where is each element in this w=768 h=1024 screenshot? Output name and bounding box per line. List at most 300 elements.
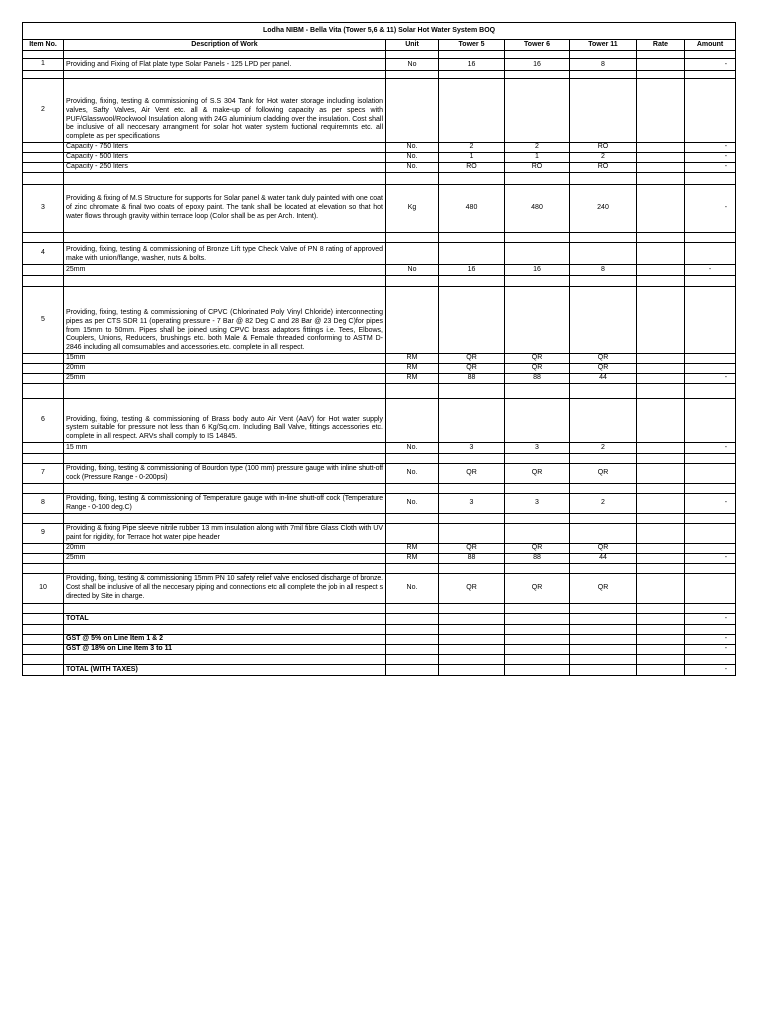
cell-item-no[interactable]: 1 — [23, 59, 64, 71]
cell-tower-11[interactable] — [570, 454, 637, 464]
cell-unit[interactable]: No — [386, 59, 439, 71]
cell-item-no[interactable] — [23, 655, 64, 665]
cell-unit[interactable] — [386, 384, 439, 399]
cell-tower-6[interactable] — [505, 276, 570, 287]
cell-unit[interactable] — [386, 233, 439, 243]
cell-unit[interactable] — [386, 399, 439, 443]
cell-tower-11[interactable]: QR — [570, 364, 637, 374]
cell-tower-11[interactable]: 8 — [570, 265, 637, 276]
cell-tower-5[interactable]: 3 — [439, 494, 505, 514]
cell-item-no[interactable] — [23, 454, 64, 464]
cell-rate[interactable] — [637, 143, 685, 153]
header-tower-6[interactable]: Tower 6 — [505, 40, 570, 51]
cell-unit[interactable]: RM — [386, 374, 439, 384]
cell-tower-11[interactable] — [570, 625, 637, 635]
cell-tower-11[interactable]: 2 — [570, 494, 637, 514]
cell-rate[interactable] — [637, 484, 685, 494]
cell-item-no[interactable]: 10 — [23, 574, 64, 604]
cell-amount[interactable] — [685, 464, 736, 484]
cell-description[interactable]: Providing & fixing of M.S Structure for supports for Solar panel & water tank duly painted with one coat of zinc chromate & final two coats of epoxy paint. The tank shall be located at elevation so that hot water flows through gravity within terrace loop (Color shall be as per Arch. Intent). — [64, 185, 386, 233]
cell-amount[interactable] — [685, 399, 736, 443]
cell-tower-5[interactable] — [439, 514, 505, 524]
cell-amount[interactable]: - — [685, 665, 736, 676]
cell-tower-6[interactable]: RO — [505, 163, 570, 173]
cell-unit[interactable] — [386, 79, 439, 143]
header-tower-5[interactable]: Tower 5 — [439, 40, 505, 51]
cell-unit[interactable] — [386, 287, 439, 354]
cell-tower-6[interactable] — [505, 564, 570, 574]
cell-item-no[interactable] — [23, 484, 64, 494]
cell-item-no[interactable]: 6 — [23, 399, 64, 443]
cell-amount[interactable]: - — [685, 554, 736, 564]
cell-tower-11[interactable] — [570, 71, 637, 79]
cell-tower-6[interactable]: 1 — [505, 153, 570, 163]
cell-tower-6[interactable] — [505, 614, 570, 625]
cell-tower-11[interactable] — [570, 524, 637, 544]
cell-item-no[interactable] — [23, 173, 64, 185]
cell-description[interactable]: Providing, fixing, testing & commissioning of CPVC (Chlorinated Poly Vinyl Chloride) interconnecting pipes as per CTS SDR 11 (operating pressure - 7 Bar @ 82 Deg C and 28 Bar @ 23 Deg C)for pipes from 15mm to 50mm. Pipes shall be joined using CPVC brass adaptors fittings i.e. Tees, Elbows, Couplers, Unions, Reducers, brushings etc. both Male & Female threaded conforming to ASTM D-2846 including all comsumables and accessories.etc. complete in all respect. — [64, 287, 386, 354]
cell-description[interactable]: TOTAL (WITH TAXES) — [64, 665, 386, 676]
cell-item-no[interactable]: 5 — [23, 287, 64, 354]
cell-tower-5[interactable] — [439, 287, 505, 354]
cell-unit[interactable] — [386, 173, 439, 185]
cell-tower-5[interactable] — [439, 604, 505, 614]
cell-amount[interactable] — [685, 173, 736, 185]
cell-tower-5[interactable] — [439, 524, 505, 544]
cell-amount[interactable] — [685, 625, 736, 635]
cell-tower-5[interactable] — [439, 655, 505, 665]
cell-tower-5[interactable] — [439, 173, 505, 185]
cell-unit[interactable] — [386, 51, 439, 59]
cell-unit[interactable]: RM — [386, 544, 439, 554]
header-description[interactable]: Description of Work — [64, 40, 386, 51]
cell-amount[interactable] — [685, 79, 736, 143]
cell-tower-5[interactable] — [439, 625, 505, 635]
sheet-title[interactable]: Lodha NIBM - Bella Vita (Tower 5,6 & 11) Solar Hot Water System BOQ — [23, 23, 736, 40]
cell-tower-5[interactable] — [439, 233, 505, 243]
cell-amount[interactable] — [685, 384, 736, 399]
cell-rate[interactable] — [637, 614, 685, 625]
cell-unit[interactable]: RM — [386, 364, 439, 374]
cell-rate[interactable] — [637, 153, 685, 163]
cell-tower-6[interactable] — [505, 399, 570, 443]
cell-rate[interactable] — [637, 604, 685, 614]
header-rate[interactable]: Rate — [637, 40, 685, 51]
cell-description[interactable]: Providing, fixing, testing & commissioning of Temperature gauge with in-line shutt-off cock (Temperature Range - 0-100 deg.C) — [64, 494, 386, 514]
cell-description[interactable]: 25mm — [64, 374, 386, 384]
cell-amount[interactable]: - — [685, 494, 736, 514]
cell-tower-11[interactable] — [570, 564, 637, 574]
cell-tower-5[interactable]: QR — [439, 364, 505, 374]
cell-amount[interactable] — [685, 655, 736, 665]
cell-tower-6[interactable] — [505, 51, 570, 59]
cell-tower-6[interactable] — [505, 625, 570, 635]
cell-tower-5[interactable] — [439, 384, 505, 399]
cell-amount[interactable] — [685, 524, 736, 544]
cell-tower-11[interactable]: 240 — [570, 185, 637, 233]
cell-tower-5[interactable] — [439, 484, 505, 494]
header-unit[interactable]: Unit — [386, 40, 439, 51]
cell-unit[interactable] — [386, 454, 439, 464]
cell-item-no[interactable] — [23, 614, 64, 625]
cell-description[interactable] — [64, 604, 386, 614]
cell-tower-5[interactable] — [439, 665, 505, 676]
cell-rate[interactable] — [637, 554, 685, 564]
cell-tower-6[interactable]: 2 — [505, 143, 570, 153]
cell-rate[interactable] — [637, 625, 685, 635]
cell-unit[interactable]: No — [386, 265, 439, 276]
cell-amount[interactable]: - — [685, 614, 736, 625]
cell-tower-6[interactable] — [505, 635, 570, 645]
cell-tower-5[interactable]: 480 — [439, 185, 505, 233]
cell-tower-11[interactable] — [570, 233, 637, 243]
cell-tower-5[interactable]: QR — [439, 354, 505, 364]
cell-tower-11[interactable] — [570, 51, 637, 59]
cell-tower-6[interactable]: QR — [505, 544, 570, 554]
cell-tower-6[interactable]: QR — [505, 354, 570, 364]
cell-rate[interactable] — [637, 665, 685, 676]
cell-tower-5[interactable]: QR — [439, 574, 505, 604]
cell-amount[interactable]: - — [685, 143, 736, 153]
cell-tower-6[interactable] — [505, 173, 570, 185]
cell-rate[interactable] — [637, 233, 685, 243]
cell-item-no[interactable] — [23, 443, 64, 454]
cell-unit[interactable] — [386, 645, 439, 655]
cell-rate[interactable] — [637, 564, 685, 574]
cell-unit[interactable] — [386, 484, 439, 494]
cell-unit[interactable]: No. — [386, 464, 439, 484]
cell-tower-11[interactable] — [570, 399, 637, 443]
cell-tower-5[interactable]: 88 — [439, 374, 505, 384]
cell-tower-11[interactable] — [570, 604, 637, 614]
cell-tower-5[interactable] — [439, 564, 505, 574]
cell-tower-11[interactable]: 2 — [570, 443, 637, 454]
cell-tower-6[interactable] — [505, 655, 570, 665]
cell-amount[interactable] — [685, 484, 736, 494]
cell-amount[interactable]: - — [685, 635, 736, 645]
cell-tower-11[interactable] — [570, 514, 637, 524]
cell-amount[interactable] — [685, 276, 736, 287]
cell-description[interactable]: 15mm — [64, 354, 386, 364]
cell-rate[interactable] — [637, 494, 685, 514]
cell-tower-5[interactable]: RO — [439, 163, 505, 173]
cell-item-no[interactable]: 4 — [23, 243, 64, 265]
cell-amount[interactable] — [685, 574, 736, 604]
cell-unit[interactable]: RM — [386, 354, 439, 364]
cell-unit[interactable]: No. — [386, 494, 439, 514]
cell-description[interactable]: 15 mm — [64, 443, 386, 454]
cell-item-no[interactable] — [23, 143, 64, 153]
cell-amount[interactable] — [685, 71, 736, 79]
cell-rate[interactable] — [637, 79, 685, 143]
cell-unit[interactable]: Kg — [386, 185, 439, 233]
cell-amount[interactable] — [685, 454, 736, 464]
cell-amount[interactable] — [685, 364, 736, 374]
cell-amount[interactable] — [685, 604, 736, 614]
cell-item-no[interactable]: 3 — [23, 185, 64, 233]
cell-tower-5[interactable] — [439, 51, 505, 59]
cell-rate[interactable] — [637, 384, 685, 399]
cell-item-no[interactable] — [23, 544, 64, 554]
cell-amount[interactable] — [685, 514, 736, 524]
cell-rate[interactable] — [637, 243, 685, 265]
cell-description[interactable] — [64, 51, 386, 59]
cell-amount[interactable] — [685, 233, 736, 243]
cell-item-no[interactable] — [23, 354, 64, 364]
cell-item-no[interactable] — [23, 265, 64, 276]
cell-description[interactable]: Providing, fixing, testing & commissioning of Bourdon type (100 mm) pressure gauge with inline shutt-off cock (Pressure Range - 0-200psi) — [64, 464, 386, 484]
cell-amount[interactable] — [685, 51, 736, 59]
cell-rate[interactable] — [637, 71, 685, 79]
cell-item-no[interactable]: 8 — [23, 494, 64, 514]
cell-amount[interactable] — [685, 544, 736, 554]
cell-rate[interactable] — [637, 454, 685, 464]
cell-tower-11[interactable]: 44 — [570, 554, 637, 564]
cell-item-no[interactable] — [23, 635, 64, 645]
cell-rate[interactable] — [637, 163, 685, 173]
cell-item-no[interactable] — [23, 374, 64, 384]
cell-tower-5[interactable]: QR — [439, 544, 505, 554]
cell-rate[interactable] — [637, 173, 685, 185]
cell-unit[interactable] — [386, 614, 439, 625]
cell-tower-6[interactable]: 16 — [505, 265, 570, 276]
cell-unit[interactable] — [386, 604, 439, 614]
cell-tower-11[interactable]: 44 — [570, 374, 637, 384]
cell-description[interactable]: Providing and Fixing of Flat plate type Solar Panels - 125 LPD per panel. — [64, 59, 386, 71]
cell-item-no[interactable] — [23, 514, 64, 524]
cell-rate[interactable] — [637, 399, 685, 443]
header-amount[interactable]: Amount — [685, 40, 736, 51]
cell-amount[interactable] — [685, 287, 736, 354]
cell-unit[interactable] — [386, 243, 439, 265]
cell-tower-6[interactable]: 480 — [505, 185, 570, 233]
cell-rate[interactable] — [637, 574, 685, 604]
cell-tower-6[interactable] — [505, 454, 570, 464]
cell-tower-11[interactable] — [570, 614, 637, 625]
cell-unit[interactable]: No. — [386, 574, 439, 604]
header-tower-11[interactable]: Tower 11 — [570, 40, 637, 51]
header-item-no[interactable]: Item No. — [23, 40, 64, 51]
cell-item-no[interactable] — [23, 71, 64, 79]
cell-tower-6[interactable] — [505, 71, 570, 79]
cell-item-no[interactable] — [23, 163, 64, 173]
cell-tower-6[interactable] — [505, 604, 570, 614]
cell-unit[interactable] — [386, 655, 439, 665]
cell-tower-11[interactable] — [570, 635, 637, 645]
cell-description[interactable]: 20mm — [64, 364, 386, 374]
cell-tower-5[interactable]: 88 — [439, 554, 505, 564]
cell-description[interactable]: TOTAL — [64, 614, 386, 625]
cell-unit[interactable]: RM — [386, 554, 439, 564]
cell-unit[interactable] — [386, 71, 439, 79]
cell-tower-5[interactable]: 16 — [439, 265, 505, 276]
cell-description[interactable]: Providing, fixing, testing & commissioning of Bronze Lift type Check Valve of PN 8 rating of approved make with union/flange, washer, nuts & bolts. — [64, 243, 386, 265]
cell-tower-5[interactable] — [439, 645, 505, 655]
cell-item-no[interactable] — [23, 564, 64, 574]
cell-tower-11[interactable] — [570, 384, 637, 399]
cell-tower-6[interactable] — [505, 645, 570, 655]
cell-rate[interactable] — [637, 185, 685, 233]
cell-item-no[interactable]: 7 — [23, 464, 64, 484]
cell-tower-6[interactable]: QR — [505, 364, 570, 374]
cell-unit[interactable]: No. — [386, 143, 439, 153]
cell-tower-11[interactable] — [570, 173, 637, 185]
cell-rate[interactable] — [637, 655, 685, 665]
cell-tower-6[interactable]: 3 — [505, 443, 570, 454]
cell-description[interactable]: Capacity - 750 liters — [64, 143, 386, 153]
cell-unit[interactable]: No. — [386, 163, 439, 173]
cell-description[interactable] — [64, 655, 386, 665]
cell-description[interactable]: Capacity - 500 liters — [64, 153, 386, 163]
cell-tower-6[interactable]: 88 — [505, 554, 570, 564]
cell-tower-6[interactable] — [505, 384, 570, 399]
cell-tower-5[interactable] — [439, 71, 505, 79]
cell-amount[interactable]: - — [685, 443, 736, 454]
cell-item-no[interactable] — [23, 51, 64, 59]
cell-tower-11[interactable] — [570, 79, 637, 143]
cell-item-no[interactable] — [23, 645, 64, 655]
cell-tower-6[interactable] — [505, 524, 570, 544]
cell-tower-5[interactable]: 2 — [439, 143, 505, 153]
cell-rate[interactable] — [637, 524, 685, 544]
cell-unit[interactable] — [386, 276, 439, 287]
cell-item-no[interactable] — [23, 276, 64, 287]
cell-tower-5[interactable] — [439, 79, 505, 143]
cell-rate[interactable] — [637, 364, 685, 374]
cell-item-no[interactable]: 2 — [23, 79, 64, 143]
cell-description[interactable]: Providing, fixing, testing & commissioning of Brass body auto Air Vent (AaV) for Hot water supply system suitable for pressure not less than 6 Kg/Sq.cm. Including Ball Valve, fittings accessories etc. complete in all respect. ARVs shall comply to IS 14845. — [64, 399, 386, 443]
cell-description[interactable]: Providing, fixing, testing & commissioning 15mm PN 10 safety relief valve enclosed discharge of bronze. Cost shall be inclusive of all the neccesary piping and connections etc all complete the job in all respect s directed by Site in charge. — [64, 574, 386, 604]
cell-rate[interactable] — [637, 374, 685, 384]
cell-description[interactable]: 20mm — [64, 544, 386, 554]
cell-rate[interactable] — [637, 645, 685, 655]
cell-tower-6[interactable] — [505, 484, 570, 494]
cell-description[interactable] — [64, 454, 386, 464]
cell-item-no[interactable] — [23, 554, 64, 564]
cell-tower-11[interactable]: RO — [570, 163, 637, 173]
cell-item-no[interactable] — [23, 625, 64, 635]
cell-tower-11[interactable]: QR — [570, 574, 637, 604]
cell-rate[interactable] — [637, 443, 685, 454]
cell-amount[interactable]: - — [685, 185, 736, 233]
cell-tower-11[interactable] — [570, 276, 637, 287]
cell-rate[interactable] — [637, 354, 685, 364]
cell-rate[interactable] — [637, 287, 685, 354]
cell-tower-11[interactable] — [570, 484, 637, 494]
cell-description[interactable] — [64, 384, 386, 399]
cell-tower-6[interactable] — [505, 233, 570, 243]
cell-description[interactable]: 25mm — [64, 554, 386, 564]
cell-rate[interactable] — [637, 265, 685, 276]
cell-tower-11[interactable]: 8 — [570, 59, 637, 71]
cell-rate[interactable] — [637, 514, 685, 524]
cell-tower-6[interactable]: 16 — [505, 59, 570, 71]
cell-tower-11[interactable] — [570, 665, 637, 676]
cell-tower-5[interactable]: 1 — [439, 153, 505, 163]
cell-amount[interactable]: - — [685, 374, 736, 384]
cell-description[interactable] — [64, 276, 386, 287]
cell-rate[interactable] — [637, 635, 685, 645]
cell-tower-5[interactable] — [439, 635, 505, 645]
cell-item-no[interactable] — [23, 364, 64, 374]
cell-tower-11[interactable] — [570, 243, 637, 265]
cell-description[interactable] — [64, 71, 386, 79]
cell-amount[interactable]: - — [685, 163, 736, 173]
cell-tower-5[interactable]: 3 — [439, 443, 505, 454]
cell-amount[interactable] — [685, 354, 736, 364]
cell-item-no[interactable] — [23, 153, 64, 163]
cell-description[interactable] — [64, 564, 386, 574]
cell-description[interactable]: GST @ 5% on Line Item 1 & 2 — [64, 635, 386, 645]
cell-tower-5[interactable]: 16 — [439, 59, 505, 71]
cell-tower-11[interactable] — [570, 655, 637, 665]
cell-unit[interactable] — [386, 635, 439, 645]
cell-tower-11[interactable]: QR — [570, 354, 637, 364]
cell-rate[interactable] — [637, 544, 685, 554]
cell-amount[interactable] — [685, 564, 736, 574]
cell-unit[interactable] — [386, 514, 439, 524]
cell-tower-5[interactable] — [439, 454, 505, 464]
cell-rate[interactable] — [637, 59, 685, 71]
cell-unit[interactable] — [386, 625, 439, 635]
cell-tower-11[interactable]: RO — [570, 143, 637, 153]
cell-tower-6[interactable] — [505, 665, 570, 676]
cell-description[interactable]: Providing & fixing Pipe sleeve nitrile rubber 13 mm insulation along with 7mil fibre Glass Cloth with UV paint for rigidity, for Terrace hot water pipe header — [64, 524, 386, 544]
cell-tower-5[interactable] — [439, 399, 505, 443]
cell-item-no[interactable] — [23, 384, 64, 399]
cell-tower-5[interactable]: QR — [439, 464, 505, 484]
cell-tower-5[interactable] — [439, 276, 505, 287]
cell-description[interactable]: 25mm — [64, 265, 386, 276]
cell-tower-11[interactable] — [570, 645, 637, 655]
cell-tower-11[interactable] — [570, 287, 637, 354]
cell-amount[interactable]: - — [685, 645, 736, 655]
cell-unit[interactable] — [386, 564, 439, 574]
cell-description[interactable] — [64, 233, 386, 243]
cell-description[interactable] — [64, 173, 386, 185]
cell-rate[interactable] — [637, 464, 685, 484]
cell-item-no[interactable] — [23, 604, 64, 614]
cell-amount[interactable] — [685, 243, 736, 265]
cell-tower-6[interactable]: 88 — [505, 374, 570, 384]
cell-description[interactable]: GST @ 18% on Line Item 3 to 11 — [64, 645, 386, 655]
cell-tower-11[interactable]: 2 — [570, 153, 637, 163]
cell-tower-6[interactable] — [505, 287, 570, 354]
cell-tower-6[interactable]: QR — [505, 574, 570, 604]
cell-tower-6[interactable] — [505, 79, 570, 143]
cell-amount[interactable]: - — [685, 153, 736, 163]
cell-tower-6[interactable]: 3 — [505, 494, 570, 514]
cell-description[interactable]: Capacity - 250 liters — [64, 163, 386, 173]
cell-item-no[interactable] — [23, 233, 64, 243]
cell-tower-6[interactable]: QR — [505, 464, 570, 484]
cell-description[interactable] — [64, 514, 386, 524]
cell-description[interactable] — [64, 484, 386, 494]
cell-amount[interactable]: - — [685, 265, 736, 276]
cell-rate[interactable] — [637, 276, 685, 287]
cell-description[interactable] — [64, 625, 386, 635]
cell-item-no[interactable] — [23, 665, 64, 676]
cell-tower-6[interactable] — [505, 243, 570, 265]
cell-tower-6[interactable] — [505, 514, 570, 524]
cell-unit[interactable] — [386, 665, 439, 676]
cell-unit[interactable] — [386, 524, 439, 544]
cell-tower-11[interactable]: QR — [570, 544, 637, 554]
cell-tower-11[interactable]: QR — [570, 464, 637, 484]
cell-unit[interactable]: No. — [386, 153, 439, 163]
cell-amount[interactable]: - — [685, 59, 736, 71]
cell-rate[interactable] — [637, 51, 685, 59]
